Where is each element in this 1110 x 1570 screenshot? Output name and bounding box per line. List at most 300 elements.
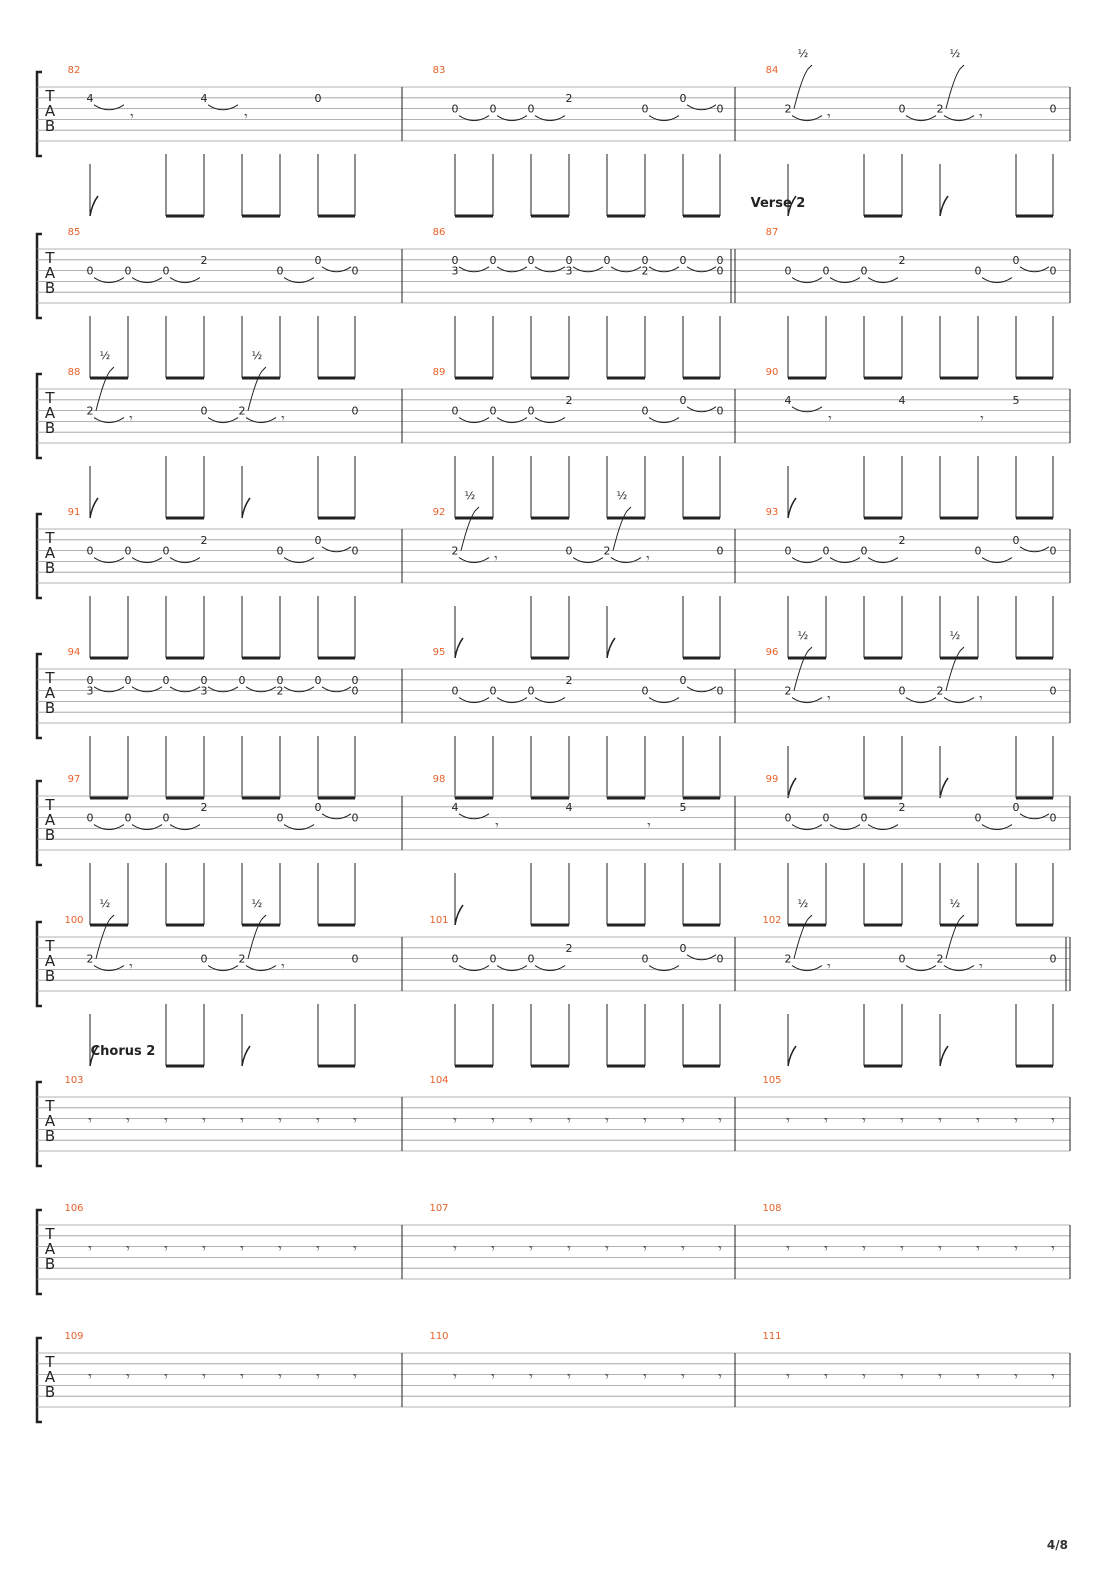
tie-arc <box>170 687 200 692</box>
fret-number: 0 <box>276 544 284 558</box>
tie-arc <box>94 418 124 423</box>
tie-arc <box>94 966 124 971</box>
fret-number: 0 <box>451 952 459 966</box>
fret-number: 0 <box>200 952 208 966</box>
tab-clef-letter: T <box>45 796 55 814</box>
tie-arc <box>573 558 603 563</box>
eighth-rest: 𝄾 <box>718 1369 722 1385</box>
fret-number: 2 <box>898 800 906 814</box>
fret-number: 0 <box>641 952 649 966</box>
eighth-rest: 𝄾 <box>605 1369 609 1385</box>
tie-arc <box>497 418 527 423</box>
bend-label: ½ <box>949 47 961 60</box>
tie-arc <box>868 825 898 830</box>
fret-number: 0 <box>489 684 497 698</box>
tab-clef-letter: T <box>45 389 55 407</box>
eighth-rest: 𝄾 <box>202 1113 206 1129</box>
fret-number: 2 <box>276 684 284 698</box>
fret-number: 0 <box>351 544 359 558</box>
tie-arc <box>284 558 314 563</box>
fret-number: 2 <box>784 684 792 698</box>
tab-clef-letter: T <box>45 249 55 267</box>
fret-number: 2 <box>86 404 94 418</box>
fret-number: 0 <box>314 673 322 687</box>
tie-arc <box>459 267 489 272</box>
tie-arc <box>535 267 565 272</box>
tab-clef-letter: A <box>44 102 56 120</box>
tie-arc <box>322 814 351 819</box>
eighth-rest: 𝄾 <box>495 818 499 834</box>
staff-bracket <box>37 374 42 458</box>
eighth-rest: 𝄾 <box>202 1369 206 1385</box>
fret-number: 0 <box>679 91 687 105</box>
fret-number: 0 <box>489 952 497 966</box>
fret-number: 0 <box>527 684 535 698</box>
fret-number: 2 <box>784 952 792 966</box>
eighth-rest: 𝄾 <box>129 411 133 427</box>
tie-arc <box>322 547 351 552</box>
tie-arc <box>535 966 565 971</box>
fret-number: 0 <box>162 544 170 558</box>
tie-arc <box>246 418 276 423</box>
bend-label: ½ <box>797 897 809 910</box>
fret-number: 0 <box>1049 811 1057 825</box>
eighth-rest: 𝄾 <box>316 1241 320 1257</box>
fret-number: 0 <box>784 811 792 825</box>
tie-arc <box>830 825 860 830</box>
fret-number: 0 <box>124 544 132 558</box>
measure-number: 96 <box>765 647 779 658</box>
fret-number: 3 <box>200 684 208 698</box>
eighth-rest: 𝄾 <box>643 1241 647 1257</box>
fret-number: 0 <box>716 253 724 267</box>
measure-number: 94 <box>67 647 81 658</box>
fret-number: 0 <box>489 102 497 116</box>
tie-arc <box>649 418 679 423</box>
tie-arc <box>459 418 489 423</box>
tie-arc <box>611 558 641 563</box>
eighth-rest: 𝄾 <box>88 1369 92 1385</box>
eighth-rest: 𝄾 <box>976 1241 980 1257</box>
measure-number: 89 <box>432 367 446 378</box>
eighth-rest: 𝄾 <box>900 1113 904 1129</box>
fret-number: 2 <box>565 91 573 105</box>
fret-number: 4 <box>451 800 459 814</box>
measure-number: 107 <box>429 1203 449 1214</box>
eighth-rest: 𝄾 <box>1051 1241 1055 1257</box>
tie-arc <box>944 116 974 121</box>
tie-arc <box>687 407 716 412</box>
fret-number: 0 <box>860 544 868 558</box>
eighth-rest: 𝄾 <box>786 1113 790 1129</box>
fret-number: 0 <box>974 264 982 278</box>
tab-clef-letter: B <box>44 1255 56 1273</box>
tab-clef-letter: B <box>44 699 56 717</box>
fret-number: 0 <box>162 811 170 825</box>
fret-number: 3 <box>565 264 573 278</box>
tie-arc <box>868 278 898 283</box>
tie-arc <box>649 116 679 121</box>
staff-bracket <box>37 922 42 1006</box>
fret-number: 2 <box>200 800 208 814</box>
tie-arc <box>132 558 162 563</box>
eighth-rest: 𝄾 <box>681 1113 685 1129</box>
fret-number: 0 <box>238 673 246 687</box>
tab-clef-letter: B <box>44 826 56 844</box>
fret-number: 0 <box>451 684 459 698</box>
eighth-rest: 𝄾 <box>976 1113 980 1129</box>
eighth-rest: 𝄾 <box>718 1241 722 1257</box>
eighth-rest: 𝄾 <box>718 1113 722 1129</box>
eighth-flag <box>607 638 615 658</box>
eighth-flag <box>788 778 796 798</box>
fret-number: 0 <box>86 811 94 825</box>
fret-number: 0 <box>276 811 284 825</box>
staff-bracket <box>37 1082 42 1166</box>
fret-number: 0 <box>124 811 132 825</box>
fret-number: 2 <box>451 544 459 558</box>
eighth-flag <box>788 1046 796 1066</box>
eighth-flag <box>455 638 463 658</box>
tie-arc <box>132 687 162 692</box>
fret-number: 0 <box>527 253 535 267</box>
eighth-rest: 𝄾 <box>646 551 650 567</box>
eighth-rest: 𝄾 <box>605 1113 609 1129</box>
tab-clef-letter: A <box>44 1112 56 1130</box>
eighth-rest: 𝄾 <box>862 1369 866 1385</box>
fret-number: 0 <box>1012 253 1020 267</box>
tie-arc <box>459 116 489 121</box>
measure-number: 90 <box>765 367 779 378</box>
fret-number: 0 <box>679 673 687 687</box>
eighth-rest: 𝄾 <box>529 1369 533 1385</box>
eighth-rest: 𝄾 <box>281 411 285 427</box>
fret-number: 0 <box>489 404 497 418</box>
tie-arc <box>649 966 679 971</box>
tie-arc <box>792 825 822 830</box>
staff-bracket <box>37 1210 42 1294</box>
eighth-flag <box>242 498 250 518</box>
fret-number: 2 <box>898 253 906 267</box>
tie-arc <box>982 558 1012 563</box>
eighth-rest: 𝄾 <box>1014 1113 1018 1129</box>
eighth-rest: 𝄾 <box>491 1113 495 1129</box>
fret-number: 2 <box>200 533 208 547</box>
eighth-rest: 𝄾 <box>164 1369 168 1385</box>
tie-arc <box>906 116 936 121</box>
fret-number: 0 <box>451 404 459 418</box>
tie-arc <box>94 687 124 692</box>
measure-number: 99 <box>765 774 779 785</box>
tie-arc <box>535 418 565 423</box>
tie-arc <box>649 698 679 703</box>
eighth-rest: 𝄾 <box>491 1241 495 1257</box>
fret-number: 4 <box>86 91 94 105</box>
tie-arc <box>906 966 936 971</box>
fret-number: 2 <box>238 404 246 418</box>
fret-number: 0 <box>527 404 535 418</box>
fret-number: 2 <box>936 102 944 116</box>
tab-clef-letter: A <box>44 811 56 829</box>
measure-number: 97 <box>67 774 81 785</box>
measure-number: 101 <box>429 915 449 926</box>
tie-arc <box>1020 814 1049 819</box>
eighth-rest: 𝄾 <box>643 1113 647 1129</box>
eighth-rest: 𝄾 <box>278 1369 282 1385</box>
measure-number: 100 <box>64 915 84 926</box>
fret-number: 0 <box>679 393 687 407</box>
tie-arc <box>535 698 565 703</box>
tab-clef-letter: A <box>44 952 56 970</box>
fret-number: 2 <box>200 253 208 267</box>
eighth-rest: 𝄾 <box>202 1241 206 1257</box>
fret-number: 0 <box>527 102 535 116</box>
fret-number: 0 <box>314 91 322 105</box>
fret-number: 0 <box>124 264 132 278</box>
staff-bracket <box>37 654 42 738</box>
measure-number: 88 <box>67 367 81 378</box>
fret-number: 0 <box>276 264 284 278</box>
eighth-rest: 𝄾 <box>824 1369 828 1385</box>
eighth-flag <box>90 196 98 216</box>
eighth-rest: 𝄾 <box>980 411 984 427</box>
fret-number: 0 <box>314 533 322 547</box>
tie-arc <box>906 698 936 703</box>
tie-arc <box>687 955 716 960</box>
eighth-rest: 𝄾 <box>126 1241 130 1257</box>
tie-arc <box>246 966 276 971</box>
measure-number: 91 <box>67 507 81 518</box>
tab-clef-letter: B <box>44 559 56 577</box>
fret-number: 0 <box>784 544 792 558</box>
tie-arc <box>497 116 527 121</box>
eighth-rest: 𝄾 <box>240 1113 244 1129</box>
eighth-rest: 𝄾 <box>281 959 285 975</box>
tab-clef-letter: B <box>44 1383 56 1401</box>
measure-number: 103 <box>64 1075 84 1086</box>
page-number: 4/8 <box>1046 1538 1068 1552</box>
staff-bracket <box>37 781 42 865</box>
eighth-rest: 𝄾 <box>353 1113 357 1129</box>
staff-bracket <box>37 234 42 318</box>
fret-number: 3 <box>451 264 459 278</box>
fret-number: 0 <box>641 404 649 418</box>
tie-arc <box>792 558 822 563</box>
fret-number: 0 <box>641 102 649 116</box>
bend-label: ½ <box>797 47 809 60</box>
fret-number: 0 <box>162 264 170 278</box>
tab-clef-letter: T <box>45 87 55 105</box>
fret-number: 2 <box>898 533 906 547</box>
tie-arc <box>792 116 822 121</box>
eighth-flag <box>788 498 796 518</box>
measure-number: 92 <box>432 507 446 518</box>
tab-clef-letter: T <box>45 669 55 687</box>
eighth-rest: 𝄾 <box>353 1241 357 1257</box>
fret-number: 5 <box>679 800 687 814</box>
measure-number: 84 <box>765 65 779 76</box>
fret-number: 0 <box>351 952 359 966</box>
tab-clef-letter: A <box>44 544 56 562</box>
tab-clef-letter: B <box>44 419 56 437</box>
tie-arc <box>322 687 351 692</box>
fret-number: 2 <box>565 941 573 955</box>
eighth-rest: 𝄾 <box>240 1369 244 1385</box>
fret-number: 0 <box>822 811 830 825</box>
measure-number: 82 <box>67 65 81 76</box>
fret-number: 0 <box>1049 544 1057 558</box>
bend-label: ½ <box>616 489 628 502</box>
eighth-flag <box>90 498 98 518</box>
tie-arc <box>535 116 565 121</box>
fret-number: 0 <box>716 102 724 116</box>
fret-number: 4 <box>898 393 906 407</box>
tab-clef-letter: A <box>44 404 56 422</box>
eighth-rest: 𝄾 <box>244 109 248 125</box>
eighth-rest: 𝄾 <box>643 1369 647 1385</box>
fret-number: 0 <box>351 673 359 687</box>
fret-number: 0 <box>974 811 982 825</box>
fret-number: 0 <box>898 684 906 698</box>
tie-arc <box>687 267 716 272</box>
measure-number: 93 <box>765 507 779 518</box>
eighth-rest: 𝄾 <box>824 1241 828 1257</box>
tie-arc <box>792 278 822 283</box>
eighth-rest: 𝄾 <box>681 1369 685 1385</box>
eighth-rest: 𝄾 <box>862 1241 866 1257</box>
fret-number: 4 <box>200 91 208 105</box>
fret-number: 0 <box>86 544 94 558</box>
tie-arc <box>459 558 489 563</box>
fret-number: 0 <box>489 253 497 267</box>
tie-arc <box>573 267 603 272</box>
tie-arc <box>982 278 1012 283</box>
tie-arc <box>611 267 641 272</box>
tie-arc <box>459 814 489 819</box>
measure-number: 105 <box>762 1075 782 1086</box>
measure-number: 109 <box>64 1331 84 1342</box>
eighth-rest: 𝄾 <box>126 1369 130 1385</box>
tie-arc <box>322 267 351 272</box>
eighth-rest: 𝄾 <box>827 959 831 975</box>
bend-label: ½ <box>251 897 263 910</box>
fret-number: 0 <box>351 264 359 278</box>
tie-arc <box>208 418 238 423</box>
bend-label: ½ <box>797 629 809 642</box>
tab-clef-letter: A <box>44 264 56 282</box>
bend-label: ½ <box>949 897 961 910</box>
fret-number: 0 <box>679 253 687 267</box>
eighth-rest: 𝄾 <box>786 1369 790 1385</box>
eighth-rest: 𝄾 <box>529 1241 533 1257</box>
eighth-rest: 𝄾 <box>130 109 134 125</box>
fret-number: 0 <box>124 673 132 687</box>
fret-number: 0 <box>86 264 94 278</box>
tab-clef-letter: B <box>44 279 56 297</box>
eighth-rest: 𝄾 <box>979 109 983 125</box>
eighth-rest: 𝄾 <box>1014 1241 1018 1257</box>
fret-number: 0 <box>200 673 208 687</box>
fret-number: 0 <box>1012 533 1020 547</box>
fret-number: 0 <box>1012 800 1020 814</box>
eighth-rest: 𝄾 <box>316 1113 320 1129</box>
eighth-rest: 𝄾 <box>979 959 983 975</box>
measure-number: 104 <box>429 1075 449 1086</box>
tab-clef-letter: T <box>45 1353 55 1371</box>
fret-number: 0 <box>641 684 649 698</box>
tie-arc <box>208 966 238 971</box>
eighth-rest: 𝄾 <box>88 1113 92 1129</box>
fret-number: 2 <box>936 684 944 698</box>
tab-clef-letter: T <box>45 937 55 955</box>
measure-number: 98 <box>432 774 446 785</box>
fret-number: 0 <box>860 264 868 278</box>
fret-number: 2 <box>565 393 573 407</box>
eighth-rest: 𝄾 <box>567 1113 571 1129</box>
tie-arc <box>944 698 974 703</box>
fret-number: 2 <box>936 952 944 966</box>
eighth-rest: 𝄾 <box>240 1241 244 1257</box>
eighth-rest: 𝄾 <box>278 1113 282 1129</box>
tie-arc <box>459 698 489 703</box>
eighth-rest: 𝄾 <box>453 1369 457 1385</box>
fret-number: 2 <box>641 264 649 278</box>
tie-arc <box>830 558 860 563</box>
fret-number: 0 <box>351 811 359 825</box>
fret-number: 0 <box>716 952 724 966</box>
fret-number: 0 <box>716 684 724 698</box>
eighth-rest: 𝄾 <box>938 1113 942 1129</box>
eighth-rest: 𝄾 <box>453 1241 457 1257</box>
staff-bracket <box>37 1338 42 1422</box>
bend-label: ½ <box>464 489 476 502</box>
tie-arc <box>284 278 314 283</box>
tie-arc <box>792 966 822 971</box>
tie-arc <box>284 687 314 692</box>
tab-clef-letter: A <box>44 1368 56 1386</box>
eighth-rest: 𝄾 <box>900 1241 904 1257</box>
eighth-rest: 𝄾 <box>647 818 651 834</box>
eighth-rest: 𝄾 <box>681 1241 685 1257</box>
measure-number: 106 <box>64 1203 84 1214</box>
tie-arc <box>982 825 1012 830</box>
tie-arc <box>830 278 860 283</box>
eighth-rest: 𝄾 <box>164 1113 168 1129</box>
measure-number: 86 <box>432 227 446 238</box>
eighth-rest: 𝄾 <box>316 1369 320 1385</box>
fret-number: 0 <box>162 673 170 687</box>
tie-arc <box>687 687 716 692</box>
tie-arc <box>687 105 716 110</box>
tie-arc <box>1020 267 1049 272</box>
eighth-flag <box>940 778 948 798</box>
tie-arc <box>868 558 898 563</box>
bend-label: ½ <box>251 349 263 362</box>
tie-arc <box>170 558 200 563</box>
eighth-flag <box>940 196 948 216</box>
eighth-rest: 𝄾 <box>1051 1369 1055 1385</box>
fret-number: 0 <box>641 253 649 267</box>
tie-arc <box>132 825 162 830</box>
eighth-rest: 𝄾 <box>786 1241 790 1257</box>
tab-clef-letter: T <box>45 529 55 547</box>
fret-number: 0 <box>200 404 208 418</box>
fret-number: 4 <box>784 393 792 407</box>
tie-arc <box>170 278 200 283</box>
fret-number: 0 <box>1049 264 1057 278</box>
tab-clef-letter: B <box>44 967 56 985</box>
tie-arc <box>94 278 124 283</box>
